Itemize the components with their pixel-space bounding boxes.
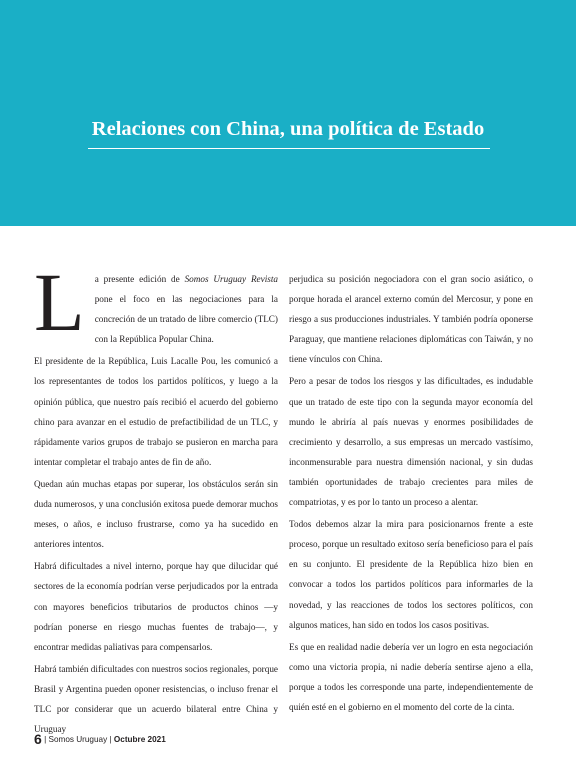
magazine-name: Somos Uruguay Revista: [184, 274, 278, 284]
left-column: [34, 256, 278, 741]
body-paragraph: Todos debemos alzar la mira para posicionarnos frente a este proceso, porque un resultado exitoso sería beneficioso para el país en su conjunto. El presidente de la República hizo bien en convocar a todos los partidos políticos para informarles de la novedad, y las reacciones de todos los sectores políticos, con algunos matices, han sido en todos los casos positivas.: [289, 519, 533, 630]
body-paragraph: Habrá también dificultades con nuestros socios regionales, porque Brasil y Argentina pueden oponer resistencias, o incluso frenar el TLC por considerar que un acuerdo bilateral entre China y Uruguay: [34, 663, 278, 735]
drop-cap: L: [34, 256, 85, 348]
publication-name: Somos Uruguay: [48, 735, 108, 744]
intro-text-end: pone el foco en las negociaciones para la concreción de un tratado de libre comercio (TLC) con la República Popular China.: [94, 294, 278, 345]
intro-text-start: a presente edición de: [94, 274, 185, 284]
issue-date: Octubre 2021: [113, 735, 166, 744]
title-banner: [0, 0, 576, 226]
footer-separator: |: [41, 735, 49, 744]
body-paragraph: Pero a pesar de todos los riesgos y las dificultades, es indudable que un tratado de este tipo con la segunda mayor economía del mundo le abriría al país nuevas y enormes posibilidades de crecimiento y desarrollo, a sus empresas un mercado vastísimo, inconmensurable para nuestra dimensión nacional, y sin dudas también oportunidades de trabajo crecientes para miles de compatriotas, y es por lo tanto un proceso a alentar.: [289, 376, 533, 508]
footer-separator: |: [107, 735, 114, 744]
title-underline: [88, 148, 490, 149]
body-paragraph: perjudica su posición negociadora con el gran socio asiático, o porque horada el arancel externo común del Mercosur, y pone en riesgo a sus producciones industriales. Y también podría oponerse Paraguay, que mantiene relaciones diplomáticas con Taiwán, y no tiene vínculos con China.: [289, 274, 533, 365]
right-column: [289, 269, 533, 719]
article-title: Relaciones con China, una política de Estado: [91, 118, 485, 140]
body-paragraph: Quedan aún muchas etapas por superar, los obstáculos serán sin duda numerosos, y una conclusión exitosa puede demorar muchos meses, o años, e incluso frustrarse, como ya ha sucedido en anteriores intentos.: [34, 478, 278, 550]
body-paragraph: El presidente de la República, Luis Lacalle Pou, les comunicó a los representantes de todos los partidos políticos, y luego a la opinión pública, que nuestro país recibió el acuerdo del gobierno chino para avanzar en el estudio de prefactibilidad de un TLC, y rápidamente varios grupos de trabajo se pusieron en marcha para intentar completar el trabajo antes de fin de año.: [34, 356, 278, 467]
page-footer: [34, 731, 166, 747]
body-paragraph: Es que en realidad nadie debería ver un logro en esta negociación como una victoria propia, ni nadie debería sentirse ajeno a ella, porque a todos les corresponde una parte, independientemente de quién esté en el gobierno en el momento del corte de la cinta.: [289, 641, 533, 712]
body-paragraph: Habrá dificultades a nivel interno, porque hay que dilucidar qué sectores de la economía podrían verse perjudicados por la entrada con mayores beneficios tributarios de productos chinos —y podrían ponerse en riesgo muchas fuentes de trabajo—, y encontrar medidas paliativas para compensarlos.: [34, 561, 278, 652]
page-number: 6: [34, 731, 42, 747]
intro-paragraph: [34, 256, 278, 349]
